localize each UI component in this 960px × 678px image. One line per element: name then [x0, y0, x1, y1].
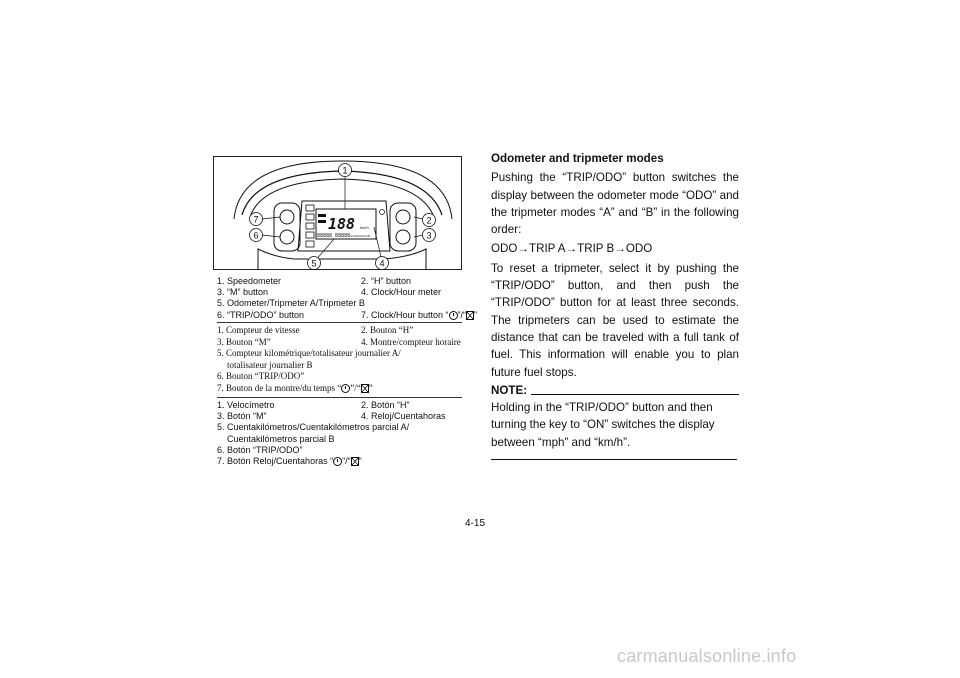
legend-text: ”/“	[457, 309, 466, 320]
clock-icon	[333, 457, 342, 466]
lcd-clock-label: CLOCK/HOUR	[350, 234, 371, 238]
legend-item: 5. Odometer/Tripmeter A/Tripmeter B	[217, 298, 365, 309]
legend-item-continued: Cuentakilómetros parcial B	[227, 433, 335, 444]
legend-item-continued: totalisateur journalier B	[227, 359, 313, 370]
callout-3: 3	[426, 230, 432, 241]
legend-item: 3. Bouton “M”	[217, 336, 271, 347]
clock-icon	[449, 311, 458, 320]
legend-text: ”	[368, 382, 373, 393]
legend-item: 1. Speedometer	[217, 276, 282, 286]
callout-1: 1	[342, 165, 348, 176]
hourglass-icon	[351, 457, 359, 466]
divider	[217, 397, 462, 398]
legend-text: ”	[474, 309, 477, 320]
callout-4: 4	[379, 258, 385, 269]
legend-item: 1. Compteur de vitesse	[217, 325, 300, 335]
legend-item-clock-hour	[361, 310, 477, 321]
lcd-unit: km/h	[360, 225, 369, 230]
legend-spanish	[217, 400, 477, 467]
note-heading	[491, 382, 739, 399]
note-end-rule	[491, 459, 737, 460]
instrument-cluster-drawing	[214, 157, 463, 271]
legend-item-clock-hour	[217, 456, 477, 467]
legend-item: 1. Velocímetro	[217, 400, 275, 410]
legend-text: ”/“	[350, 382, 361, 393]
note-text: Holding in the “TRIP/ODO” button and then turning the key to “ON” switches the display between “mph” and “km/h”.	[491, 401, 715, 449]
callout-6: 6	[253, 230, 259, 241]
lcd-odometer-digits: 88888 88888	[317, 233, 351, 239]
callout-5: 5	[311, 258, 317, 269]
legend-text: ”/“	[342, 456, 351, 467]
paragraph: Pushing the “TRIP/ODO” button switches the display between the odometer mode “ODO” and the tripmeter modes “A” and “B” in the following order:	[491, 171, 739, 237]
instrument-cluster-figure	[213, 156, 462, 270]
legend-text: 7. Bouton de la montre/du temps “	[217, 382, 342, 393]
page-number: 4-15	[465, 518, 486, 529]
legend-item: 4. Montre/compteur horaire	[361, 336, 461, 347]
legend-item: 3. Botón “M”	[217, 411, 267, 422]
legend-text: 7. Clock/Hour button “	[360, 309, 449, 320]
callout-7: 7	[253, 214, 259, 225]
legend-item-clock-hour	[217, 383, 477, 395]
divider	[217, 322, 462, 323]
legend-item: 3. “M” button	[217, 287, 269, 298]
legend-item: 5. Compteur kilométrique/totalisateur journalier A/	[217, 348, 401, 359]
hourglass-icon	[361, 384, 369, 393]
legend-item: 5. Cuentakilómetros/Cuentakilómetros parcial A/	[217, 422, 410, 433]
callout-2: 2	[426, 215, 432, 226]
legend-text: ”	[358, 456, 362, 467]
hourglass-icon	[466, 311, 474, 320]
note-rule	[531, 394, 739, 395]
paragraph: To reset a tripmeter, select it by pushing the “TRIP/ODO” button, and then push the “TRIP/ODO” button for at least three seconds. The tripmeters can be used to estimate the distance that can be traveled with a full tank of fuel. This information will enable you to plan future fuel stops.	[491, 261, 739, 379]
legend-english	[217, 276, 477, 321]
legend-item: 4. Clock/Hour meter	[361, 287, 442, 298]
section-heading: Odometer and tripmeter modes	[491, 152, 664, 165]
legend-item: 2. “H” button	[361, 276, 412, 286]
legend-item: 2. Bouton “H”	[361, 325, 414, 335]
legend-french	[217, 325, 477, 395]
note-label: NOTE:	[491, 383, 528, 397]
legend-item: 6. “TRIP/ODO” button	[217, 309, 305, 320]
legend-item: 2. Botón “H”	[361, 400, 410, 410]
mode-sequence: ODO→TRIP A→TRIP B→ODO	[491, 242, 653, 256]
legend-item: 4. Reloj/Cuentahoras	[361, 411, 446, 422]
lcd-main-digits: 188	[328, 215, 356, 233]
main-text-column	[491, 150, 739, 460]
legend-item: 6. Botón “TRIP/ODO”	[217, 444, 303, 455]
legend-item: 6. Bouton “TRIP/ODO”	[217, 371, 305, 382]
legend-text: 7. Botón Reloj/Cuentahoras “	[217, 456, 334, 467]
watermark: carmanualsonline.info	[617, 646, 797, 666]
clock-icon	[341, 384, 350, 393]
